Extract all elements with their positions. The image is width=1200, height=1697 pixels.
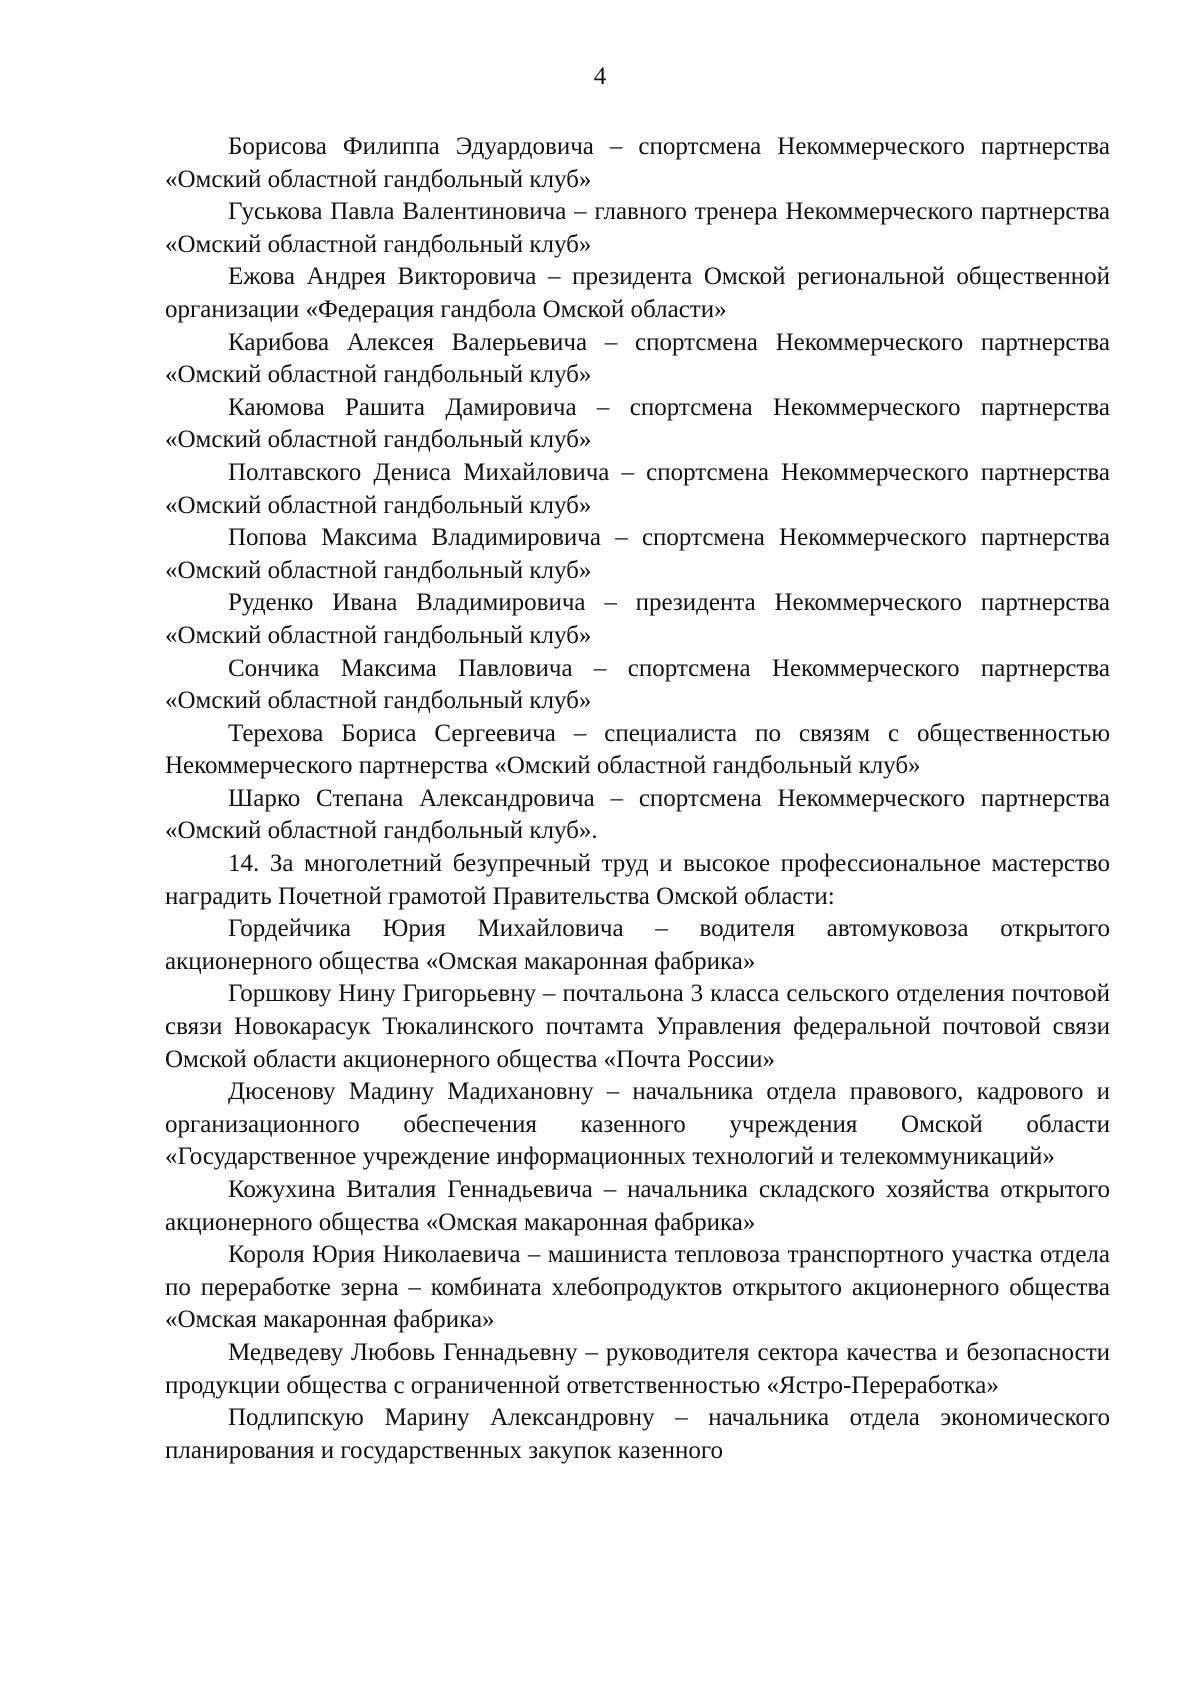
paragraph-terekhov: Терехова Бориса Сергеевича – специалиста по связям с общественностью Некоммерческого партнерства «Омский областной гандбольный клуб» (165, 719, 1110, 780)
paragraph-korol: Короля Юрия Николаевича – машиниста тепловоза транспортного участка отдела по переработке зерна – комбината хлебопродуктов открытого акционерного общества «Омская макаронная фабрика» (165, 1241, 1110, 1334)
paragraph-rudenko: Руденко Ивана Владимировича – президента Некоммерческого партнерства «Омский областной гандбольный клуб» (165, 589, 1110, 649)
paragraph-ezhov: Ежова Андрея Викторовича – президента Омской региональной общественной организации «Федерация гандбола Омской области» (165, 263, 1110, 323)
page-number: 4 (593, 63, 607, 90)
paragraph-poltavsky: Полтавского Дениса Михайловича – спортсмена Некоммерческого партнерства «Омский областной гандбольный клуб» (165, 458, 1110, 519)
paragraph-podlipskaya: Подлипскую Марину Александровну – начальника отдела экономического планирования и государственных закупок казенного (165, 1404, 1110, 1464)
paragraph-gordeychik: Гордейчика Юрия Михайловича – водителя автомуковоза открытого акционерного общества «Омская макаронная фабрика» (165, 915, 1110, 975)
paragraph-dyusenova: Дюсенову Мадину Мадихановну – начальника отдела правового, кадрового и организационного обеспечения казенного учреждения Омской области «Государственное учреждение информационных технологий и телекоммуникаций» (165, 1078, 1110, 1171)
paragraph-popov: Попова Максима Владимировича – спортсмена Некоммерческого партнерства «Омский областной гандбольный клуб» (165, 524, 1110, 584)
paragraph-borisov: Борисова Филиппа Эдуардовича – спортсмена Некоммерческого партнерства «Омский областной гандбольный клуб» (165, 133, 1110, 193)
paragraph-sonchik: Сончика Максима Павловича – спортсмена Некоммерческого партнерства «Омский областной гандбольный клуб» (165, 654, 1110, 715)
document-body (165, 131, 1110, 1467)
paragraph-sharko: Шарко Степана Александровича – спортсмена Некоммерческого партнерства «Омский областной гандбольный клуб». (165, 784, 1110, 845)
paragraph-item-14: 14. За многолетний безупречный труд и высокое профессиональное мастерство наградить Почетной грамотой Правительства Омской области: (165, 850, 1110, 910)
paragraph-kozhukhin: Кожухина Виталия Геннадьевича – начальника складского хозяйства открытого акционерного общества «Омская макаронная фабрика» (165, 1176, 1110, 1236)
paragraph-medvedeva: Медведеву Любовь Геннадьевну – руководителя сектора качества и безопасности продукции общества с ограниченной ответственностью «Ястро-Переработка» (165, 1338, 1110, 1399)
paragraph-gorshkova: Горшкову Нину Григорьевну – почтальона 3 класса сельского отделения почтовой связи Новокарасук Тюкалинского почтамта Управления федеральной почтовой связи Омской области акционерного общества «Почта России» (165, 980, 1110, 1073)
paragraph-kayumov: Каюмова Рашита Дамировича – спортсмена Некоммерческого партнерства «Омский областной гандбольный клуб» (165, 393, 1110, 454)
paragraph-guskov: Гуськова Павла Валентиновича – главного тренера Некоммерческого партнерства «Омский областной гандбольный клуб» (165, 198, 1110, 258)
paragraph-karibov: Карибова Алексея Валерьевича – спортсмена Некоммерческого партнерства «Омский областной гандбольный клуб» (165, 328, 1110, 389)
